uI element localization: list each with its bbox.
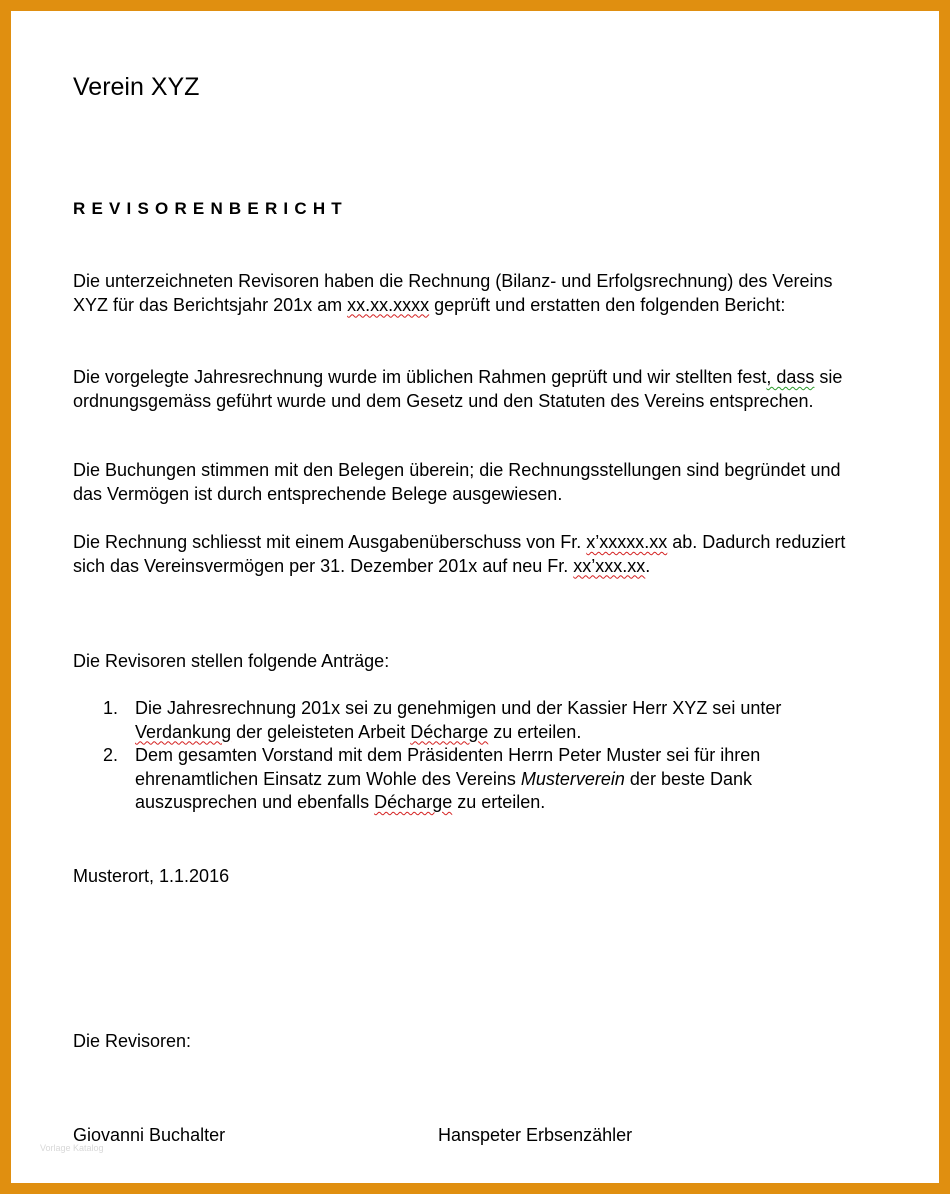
motions-list [73, 697, 863, 815]
paragraph-motions-intro: Die Revisoren stellen folgende Anträge: [73, 651, 390, 671]
paragraph-result [73, 531, 863, 578]
list-item-number: 1. [103, 698, 119, 718]
club-name-emphasis: Musterverein [520, 768, 625, 789]
motion-text-b: der geleisteten Arbeit [231, 721, 411, 742]
grammar-flagged-text: , dass [766, 367, 815, 387]
place-and-date: Musterort, 1.1.2016 [73, 866, 230, 886]
motion-text-c: zu erteilen. [488, 721, 582, 742]
motion-text-a: Dem gesamten Vorstand mit dem Präsidenten Herrn Peter Muster sei für ihren ehrenamtlichen Einsatz zum Wohle des Vereins [135, 745, 761, 789]
list-item-number: 2. [103, 745, 119, 765]
amount-assets: xx’xxx.xx [573, 555, 646, 576]
paragraph-result-text-c: . [645, 555, 651, 576]
signers-label: Die Revisoren: [73, 1031, 192, 1051]
spell-flagged-word: Décharge [410, 721, 489, 742]
paragraph-result-text-a: Die Rechnung schliesst mit einem Ausgabenüberschuss von Fr. [73, 532, 587, 552]
watermark: Vorlage Katalog [40, 1143, 104, 1153]
paragraph-intro-text-a: Die unterzeichneten Revisoren haben die Rechnung (Bilanz- und Erfolgsrechnung) des Vereins XYZ für das Berichtsjahr 201x am [73, 271, 833, 315]
date-placeholder: xx.xx.xxxx [347, 294, 430, 315]
motion-text-b: der beste Dank auszusprechen und ebenfalls [135, 768, 752, 812]
spell-flagged-word: Décharge [374, 792, 453, 812]
report-heading: REVISORENBERICHT [73, 199, 348, 218]
signer-name-1: Giovanni Buchalter [73, 1125, 226, 1145]
motion-text-c: zu erteilen. [452, 792, 546, 812]
paragraph-bookings: Die Buchungen stimmen mit den Belegen überein; die Rechnungsstellungen sind begründet und das Vermögen ist durch entsprechende Belege ausgewiesen. [73, 460, 841, 504]
signer-name-2: Hanspeter Erbsenzähler [438, 1125, 633, 1145]
amount-deficit: x’xxxxx.xx [586, 532, 668, 552]
spell-flagged-word: Verdankung [135, 721, 232, 742]
motion-text-a: Die Jahresrechnung 201x sei zu genehmigen und der Kassier Herr XYZ sei unter [135, 698, 782, 718]
list-item [73, 744, 863, 815]
paragraph-result-text-b: ab. Dadurch reduziert sich das Vereinsvermögen per 31. Dezember 201x auf neu Fr. [73, 532, 846, 576]
paragraph-audit-text-a: Die vorgelegte Jahresrechnung wurde im üblichen Rahmen geprüft und wir stellten fest [73, 367, 767, 387]
organization-title: Verein XYZ [73, 73, 200, 101]
paragraph-intro-text-b: geprüft und erstatten den folgenden Bericht: [429, 294, 786, 315]
paragraph-intro [73, 270, 863, 317]
list-item [73, 697, 863, 744]
paragraph-audit-text-b: sie ordnungsgemäss geführt wurde und dem Gesetz und den Statuten des Vereins entsprechen. [73, 367, 843, 411]
paragraph-audit-finding [73, 366, 863, 413]
